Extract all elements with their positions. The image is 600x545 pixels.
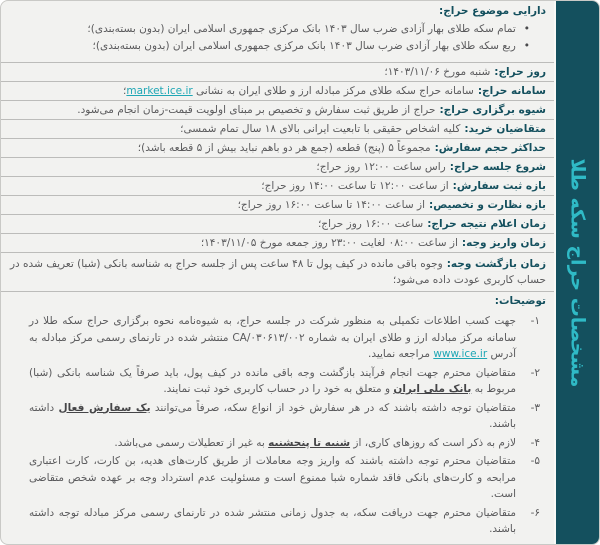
notes-list: [1, 310, 554, 544]
text-segment: CA/۰۳۰۶۱۳/۰۰۲: [232, 331, 305, 344]
row-label: بازه نظارت و تخصیص:: [429, 199, 546, 211]
note-text: [29, 453, 516, 503]
text-segment: یک سفارش فعال: [58, 401, 151, 414]
note-number: ۵-: [530, 455, 540, 467]
text-segment: از ساعت ۱۴:۰۰ تا ساعت ۱۶:۰۰ روز حراج؛: [237, 199, 425, 211]
link-market.ice.ir[interactable]: market.ice.ir: [126, 85, 193, 97]
spec-row: [1, 215, 554, 234]
row-label: دارایی موضوع حراج:: [439, 5, 546, 17]
note-item: [29, 435, 540, 452]
row-label: روز حراج:: [494, 66, 546, 78]
row-label: توضیحات:: [494, 295, 546, 307]
row-label: زمان اعلام نتیجه حراج:: [427, 218, 546, 230]
row-label: متقاضیان خرید:: [464, 123, 546, 135]
text-segment: حراج از طریق ثبت سفارش و تخصیص بر مبنای اولویت قیمت-زمان انجام می‌شود.: [77, 104, 436, 116]
spec-row: [1, 101, 554, 120]
row-label: سامانه حراج:: [477, 85, 546, 97]
bullet-list: [7, 18, 546, 55]
text-segment: شنبه مورخ ۱۴۰۳/۱۱/۰۶؛: [384, 66, 491, 78]
text-segment: کلیه اشخاص حقیقی با تابعیت ایرانی بالای ۱۸ سال تمام شمسی؛: [180, 123, 461, 135]
spec-row: [1, 63, 554, 82]
row-label: زمان واریز وجه:: [461, 237, 546, 249]
text-segment: بانک ملی ایران: [393, 383, 472, 395]
note-text: [29, 313, 516, 363]
page-title: مشخصات حراج سکه طلا: [566, 158, 589, 387]
note-item: [29, 313, 540, 363]
note-text: [29, 400, 516, 433]
row-label: بازه ثبت سفارش:: [452, 180, 546, 192]
text-segment: سامانه حراج سکه طلای مرکز مبادله ارز و طلای ایران به نشانی: [192, 85, 474, 97]
spec-row: [1, 177, 554, 196]
text-segment: متقاضیان محترم جهت دریافت سکه، به جدول زمانی منتشر شده در تارنمای رسمی مرکز مبادله توجه داشته باشند.: [29, 506, 516, 535]
note-item: [29, 400, 540, 433]
note-text: [29, 365, 516, 398]
row-label: شیوه برگزاری حراج:: [439, 104, 546, 116]
specs-rows: [1, 1, 554, 310]
note-number: ۱-: [530, 315, 540, 327]
text-segment: به غیر از تعطیلات رسمی می‌باشد.: [114, 436, 269, 449]
text-segment: متقاضیان توجه داشته باشند که در هر سفارش خود از انواع سکه، صرفاً می‌توانند: [150, 401, 516, 414]
bullet-item: • تمام سکه طلای بهار آزادی ضرب سال ۱۴۰۳ بانک مرکزی جمهوری اسلامی ایران (بدون بسته‌بندی)؛: [7, 21, 530, 38]
row-label: شروع جلسه حراج:: [449, 161, 546, 173]
note-item: [29, 365, 540, 398]
link-www.ice.ir[interactable]: www.ice.ir: [433, 348, 488, 360]
note-text: [29, 435, 516, 452]
note-item: [29, 505, 540, 538]
spec-row: [1, 253, 554, 292]
spec-row: [1, 234, 554, 253]
text-segment: وجوه باقی مانده در کیف پول تا ۴۸ ساعت پس از جلسه حراج به شناسه بانکی (شبا) تعریف شده در حساب کاربری عودت داده می‌شود؛: [9, 258, 546, 286]
spec-row: [1, 292, 554, 310]
note-number: ۶-: [530, 506, 540, 519]
text-segment: ساعت ۱۶:۰۰ روز حراج؛: [317, 218, 424, 230]
text-segment: و متعلق به خود را در حساب کاربری خود ثبت نمایند.: [163, 383, 394, 395]
text-segment: ؛: [123, 85, 127, 97]
text-segment: شنبه تا پنجشنبه: [268, 436, 351, 449]
note-number: ۲-: [530, 366, 540, 379]
text-segment: از ساعت ۰۸:۰۰ لغایت ۲۳:۰۰ روز جمعه مورخ ۱۴۰۳/۱۱/۰۵؛: [200, 237, 458, 249]
text-segment: منتشر شده در تارنمای رسمی مرکز مبادله به آدرس: [29, 331, 516, 360]
text-segment: جهت کسب اطلاعات تکمیلی به منظور شرکت در جلسه حراج، به شیوه‌نامه نحوه برگزاری حراج سکه طلا در سامانه مرکز مبادله ارز و طلای ایران به شماره: [29, 315, 516, 344]
spec-row: [1, 120, 554, 139]
note-number: ۳-: [530, 401, 540, 414]
spec-content: [1, 1, 554, 544]
text-segment: مراجعه نمایید.: [367, 348, 434, 360]
note-number: ۴-: [530, 436, 540, 449]
text-segment: متقاضیان محترم توجه داشته باشند که واریز وجه معاملات از طریق کارت‌های هدیه، بن کارت، کارت اعتباری مرابحه و کارت‌های بانکی فاقد شماره شبا ممنوع است و مسئولیت عدم استرداد وجه بر عهده شخص متقاضی است.: [29, 455, 516, 500]
text-segment: داشته باشند.: [29, 401, 516, 430]
side-title-bar: [554, 1, 599, 544]
spec-row: [1, 139, 554, 158]
text-segment: لازم به ذکر است که روزهای کاری، از: [350, 436, 516, 449]
text-segment: راس ساعت ۱۲:۰۰ روز حراج؛: [316, 161, 446, 173]
text-segment: متقاضیان محترم جهت انجام فرآیند بازگشت وجه باقی مانده در کیف پول، باید صرفاً یک شناسه بانکی (شبا) مربوط به: [29, 366, 516, 395]
spec-row: [1, 158, 554, 177]
note-item: [29, 453, 540, 503]
spec-row: [1, 82, 554, 101]
text-segment: از ساعت ۱۲:۰۰ تا ساعت ۱۴:۰۰ روز حراج؛: [261, 180, 449, 192]
spec-row: [1, 196, 554, 215]
text-segment: مجموعاً ۵ (پنج) قطعه (جمع هر دو باهم نباید بیش از ۵ قطعه باشد)؛: [137, 142, 431, 154]
note-text: [29, 505, 516, 538]
row-label: حداکثر حجم سفارش:: [434, 142, 546, 154]
bullet-item: • ربع سکه طلای بهار آزادی ضرب سال ۱۴۰۳ بانک مرکزی جمهوری اسلامی ایران (بدون بسته‌بندی)؛: [7, 38, 530, 55]
spec-row: [1, 1, 554, 63]
row-label: زمان بازگشت وجه:: [446, 258, 546, 270]
